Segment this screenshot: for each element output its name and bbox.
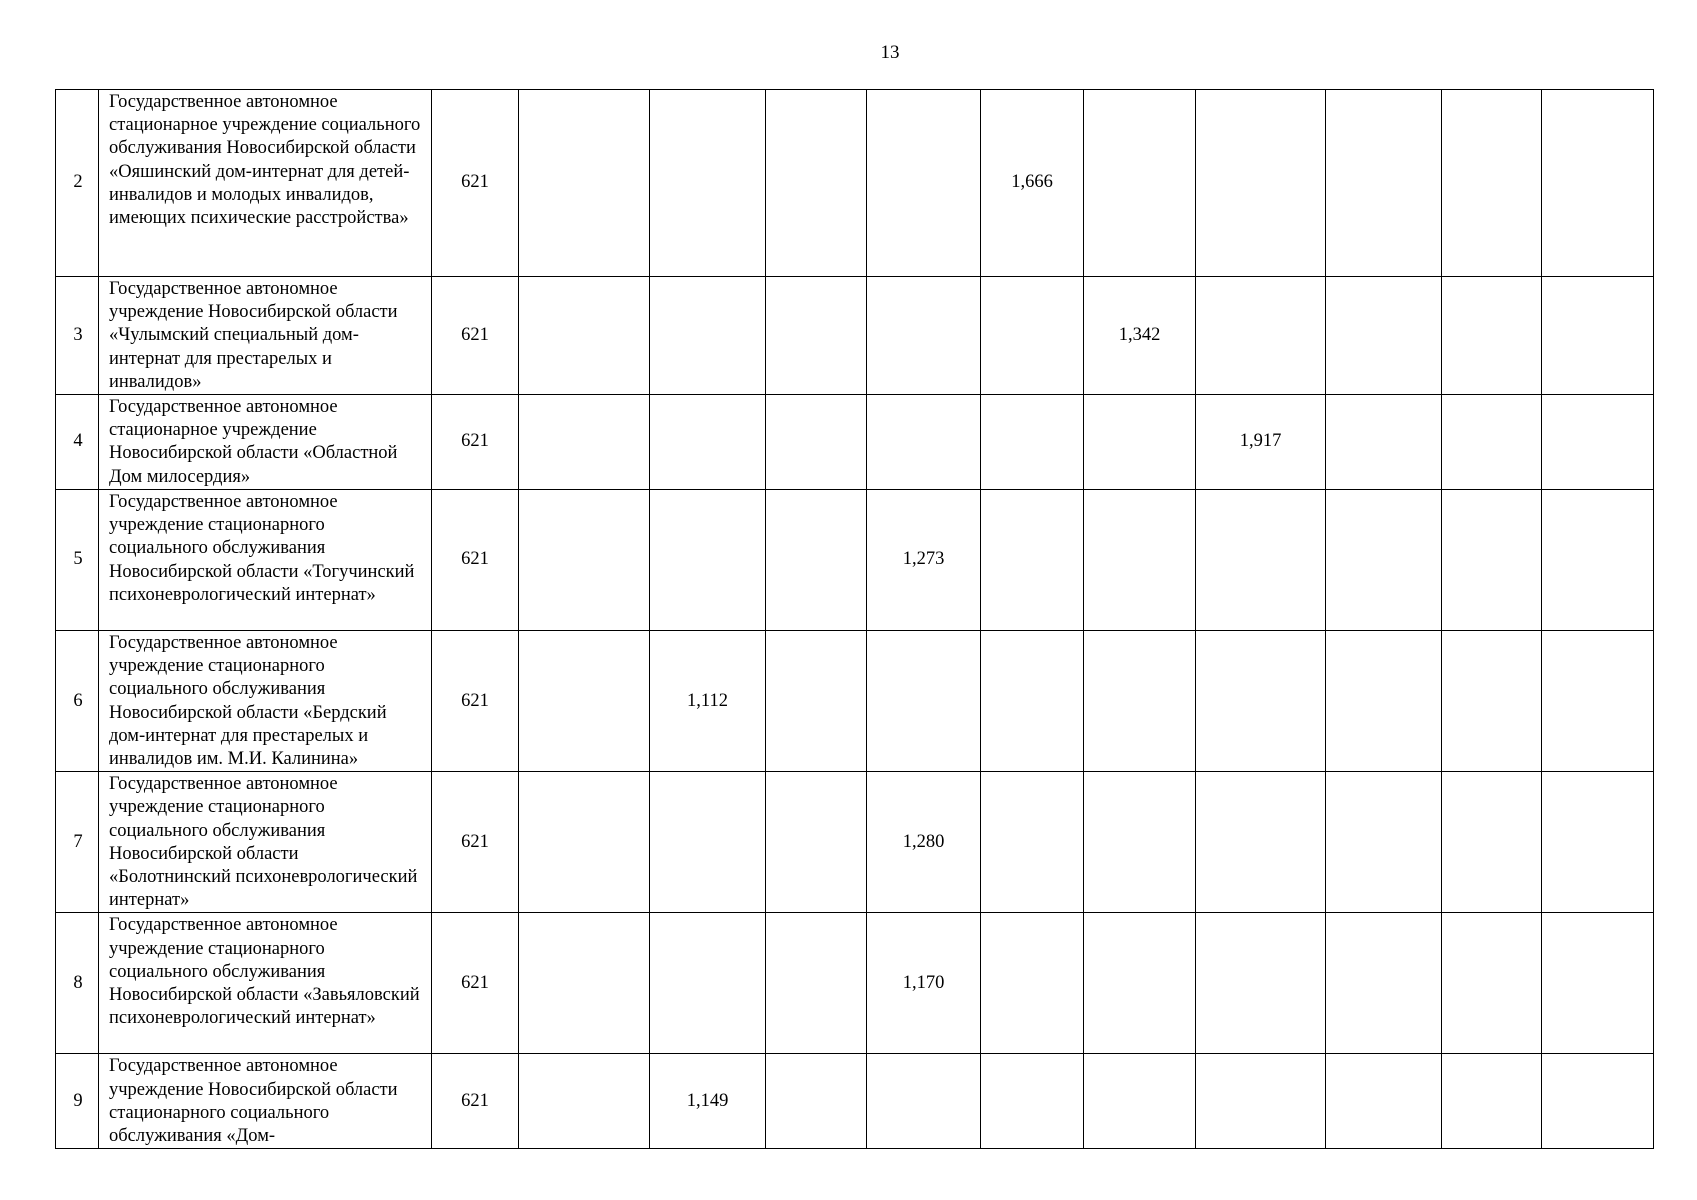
institution-name-cell: Государственное автономное учреждение Новосибирской области стационарного социального обслуживания «Дом- [99,1054,432,1149]
table-row [56,277,1654,395]
value-cell [1326,395,1442,490]
table-row [56,90,1654,277]
institution-name-cell: Государственное автономное учреждение стационарного социального обслуживания Новосибирской области «Болотнинский психоневрологический интернат» [99,772,432,913]
row-number-cell: 3 [56,277,99,395]
value-cell [1196,90,1326,277]
value-cell [1442,772,1542,913]
value-cell [650,913,766,1054]
value-cell [766,1054,867,1149]
institution-name-cell: Государственное автономное учреждение стационарного социального обслуживания Новосибирской области «Тогучинский психоневрологический интернат» [99,490,432,631]
value-cell [766,913,867,1054]
value-cell [1542,772,1654,913]
value-cell [519,395,650,490]
value-cell [766,772,867,913]
row-number-cell: 9 [56,1054,99,1149]
value-cell [766,395,867,490]
value-cell [650,395,766,490]
row-number-cell: 6 [56,631,99,772]
value-cell [1442,913,1542,1054]
value-cell [1084,490,1196,631]
institution-name-cell: Государственное автономное учреждение Новосибирской области «Чулымский специальный дом-интернат для престарелых и инвалидов» [99,277,432,395]
row-number-cell: 7 [56,772,99,913]
value-cell [1196,490,1326,631]
value-cell [1542,90,1654,277]
value-cell [1442,395,1542,490]
institution-name-cell: Государственное автономное стационарное учреждение Новосибирской области «Областной Дом милосердия» [99,395,432,490]
value-cell [1196,631,1326,772]
value-cell [1084,631,1196,772]
value-cell [650,490,766,631]
value-cell [1084,772,1196,913]
page-number: 13 [880,42,900,63]
table-row [56,490,1654,631]
value-cell [519,631,650,772]
value-cell: 1,112 [650,631,766,772]
value-cell [1196,277,1326,395]
value-cell: 1,280 [867,772,981,913]
value-cell [519,772,650,913]
value-cell [867,1054,981,1149]
value-cell [1442,90,1542,277]
value-cell [1196,1054,1326,1149]
table-row [56,913,1654,1054]
row-number-cell: 2 [56,90,99,277]
code-cell: 621 [432,1054,519,1149]
code-cell: 621 [432,772,519,913]
value-cell: 1,917 [1196,395,1326,490]
value-cell [1326,277,1442,395]
value-cell [650,277,766,395]
value-cell [1084,913,1196,1054]
code-cell: 621 [432,90,519,277]
value-cell [1326,772,1442,913]
value-cell [766,490,867,631]
value-cell [1196,913,1326,1054]
code-cell: 621 [432,395,519,490]
value-cell [867,395,981,490]
value-cell: 1,666 [981,90,1084,277]
institution-name-cell: Государственное автономное учреждение стационарного социального обслуживания Новосибирской области «Бердский дом-интернат для престарелых и инвалидов им. М.И. Калинина» [99,631,432,772]
table-row [56,1054,1654,1149]
value-cell [766,631,867,772]
value-cell [1542,1054,1654,1149]
value-cell [766,90,867,277]
value-cell [519,90,650,277]
value-cell [766,277,867,395]
value-cell [867,90,981,277]
value-cell: 1,170 [867,913,981,1054]
value-cell [1442,1054,1542,1149]
value-cell [981,395,1084,490]
value-cell [519,913,650,1054]
value-cell [1196,772,1326,913]
value-cell [1542,631,1654,772]
value-cell [1326,490,1442,631]
code-cell: 621 [432,913,519,1054]
value-cell [981,490,1084,631]
funding-table [55,89,1654,1149]
value-cell [519,490,650,631]
code-cell: 621 [432,277,519,395]
value-cell [1326,1054,1442,1149]
value-cell [981,772,1084,913]
value-cell [1084,90,1196,277]
value-cell [1542,490,1654,631]
table-row [56,395,1654,490]
row-number-cell: 5 [56,490,99,631]
value-cell [1542,395,1654,490]
value-cell [650,772,766,913]
value-cell [981,913,1084,1054]
row-number-cell: 8 [56,913,99,1054]
value-cell [981,277,1084,395]
value-cell [1442,277,1542,395]
value-cell [981,1054,1084,1149]
value-cell [867,277,981,395]
value-cell [1084,1054,1196,1149]
value-cell: 1,149 [650,1054,766,1149]
value-cell [519,277,650,395]
value-cell [867,631,981,772]
row-number-cell: 4 [56,395,99,490]
table-row [56,631,1654,772]
value-cell [1326,90,1442,277]
value-cell [1326,631,1442,772]
institution-name-cell: Государственное автономное стационарное учреждение социального обслуживания Новосибирской области «Ояшинский дом-интернат для детей-инвалидов и молодых инвалидов, имеющих психические расстройства» [99,90,432,277]
value-cell [1542,277,1654,395]
value-cell [1442,490,1542,631]
value-cell: 1,342 [1084,277,1196,395]
value-cell: 1,273 [867,490,981,631]
value-cell [1326,913,1442,1054]
institution-name-cell: Государственное автономное учреждение стационарного социального обслуживания Новосибирской области «Завьяловский психоневрологический интернат» [99,913,432,1054]
value-cell [1442,631,1542,772]
value-cell [1084,395,1196,490]
value-cell [981,631,1084,772]
table-row [56,772,1654,913]
value-cell [1542,913,1654,1054]
value-cell [650,90,766,277]
value-cell [519,1054,650,1149]
code-cell: 621 [432,490,519,631]
code-cell: 621 [432,631,519,772]
